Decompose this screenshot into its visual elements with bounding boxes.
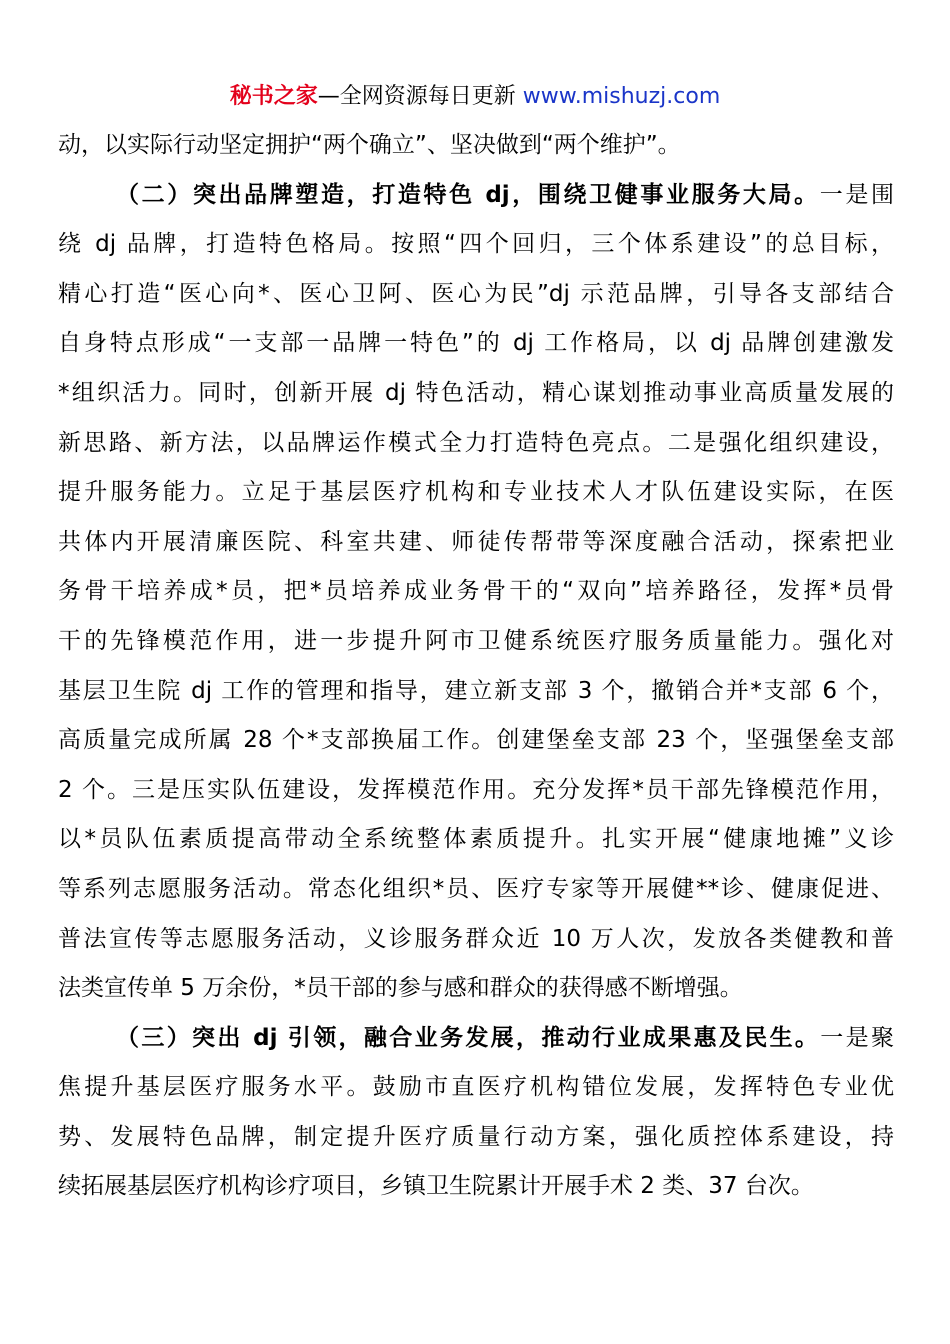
paragraph-line: 精心打造“医心向*、医心卫阿、医心为民”dj 示范品牌，引导各支部结合 — [58, 280, 894, 307]
paragraph-line: 普法宣传等志愿服务活动，义诊服务群众近 10 万人次，发放各类健教和普 — [58, 925, 894, 952]
paragraph-line: 基层卫生院 dj 工作的管理和指导，建立新支部 3 个，撤销合并*支部 6 个， — [58, 677, 894, 704]
paragraph-line: 等系列志愿服务活动。常态化组织*员、医疗专家等开展健**诊、健康促进、 — [58, 875, 894, 902]
paragraph-line: 提升服务能力。立足于基层医疗机构和专业技术人才队伍建设实际，在医 — [58, 479, 894, 506]
paragraph-line: 务骨干培养成*员，把*员培养成业务骨干的“双向”培养路径，发挥*员骨 — [58, 578, 894, 605]
paragraph-line: 干的先锋模范作用，进一步提升阿市卫健系统医疗服务质量能力。强化对 — [58, 627, 894, 654]
paragraph-text: 一是围 — [819, 181, 895, 208]
section-heading: （二）突出品牌塑造，打造特色 dj，围绕卫健事业服务大局。 — [116, 181, 820, 208]
paragraph-text: 一是聚 — [820, 1024, 894, 1051]
header-tagline: —全网资源每日更新 — [317, 84, 523, 109]
paragraph-line: 自身特点形成“一支部一品牌一特色”的 dj 工作格局，以 dj 品牌创建激发 — [58, 330, 894, 357]
paragraph-line: 绕 dj 品牌，打造特色格局。按照“四个回归，三个体系建设”的总目标， — [58, 231, 894, 258]
section-heading-line — [58, 1014, 894, 1064]
website-link[interactable]: www.mishuzj.com — [522, 84, 721, 109]
paragraph-line: 新思路、新方法，以品牌运作模式全力打造特色亮点。二是强化组织建设， — [58, 429, 894, 456]
paragraph-line: 续拓展基层医疗机构诊疗项目，乡镇卫生院累计开展手术 2 类、37 台次。 — [58, 1173, 814, 1200]
paragraph-line: 法类宣传单 5 万余份，*员干部的参与感和群众的获得感不断增强。 — [58, 975, 743, 1002]
section-heading-line — [58, 171, 894, 221]
paragraph-line: 势、发展特色品牌，制定提升医疗质量行动方案，强化质控体系建设，持 — [58, 1123, 894, 1150]
paragraph-line: 焦提升基层医疗服务水平。鼓励市直医疗机构错位发展，发挥特色专业优 — [58, 1074, 894, 1101]
paragraph-line: 2 个。三是压实队伍建设，发挥模范作用。充分发挥*员干部先锋模范作用， — [58, 776, 894, 803]
paragraph-line: 动，以实际行动坚定拥护“两个确立”、坚决做到“两个维护”。 — [58, 132, 681, 158]
paragraph-line: *组织活力。同时，创新开展 dj 特色活动，精心谋划推动事业高质量发展的 — [58, 379, 894, 406]
document-body — [58, 121, 894, 1212]
paragraph-line: 以*员队伍素质提高带动全系统整体素质提升。扎实开展“健康地摊”义诊 — [58, 826, 894, 853]
section-heading: （三）突出 dj 引领，融合业务发展，推动行业成果惠及民生。 — [116, 1024, 821, 1051]
paragraph-line: 高质量完成所属 28 个*支部换届工作。创建堡垒支部 23 个，坚强堡垒支部 — [58, 727, 894, 754]
paragraph-line: 共体内开展清廉医院、科室共建、师徒传帮带等深度融合活动，探索把业 — [58, 528, 894, 555]
brand-name: 秘书之家 — [229, 84, 318, 109]
page-header — [0, 80, 950, 114]
